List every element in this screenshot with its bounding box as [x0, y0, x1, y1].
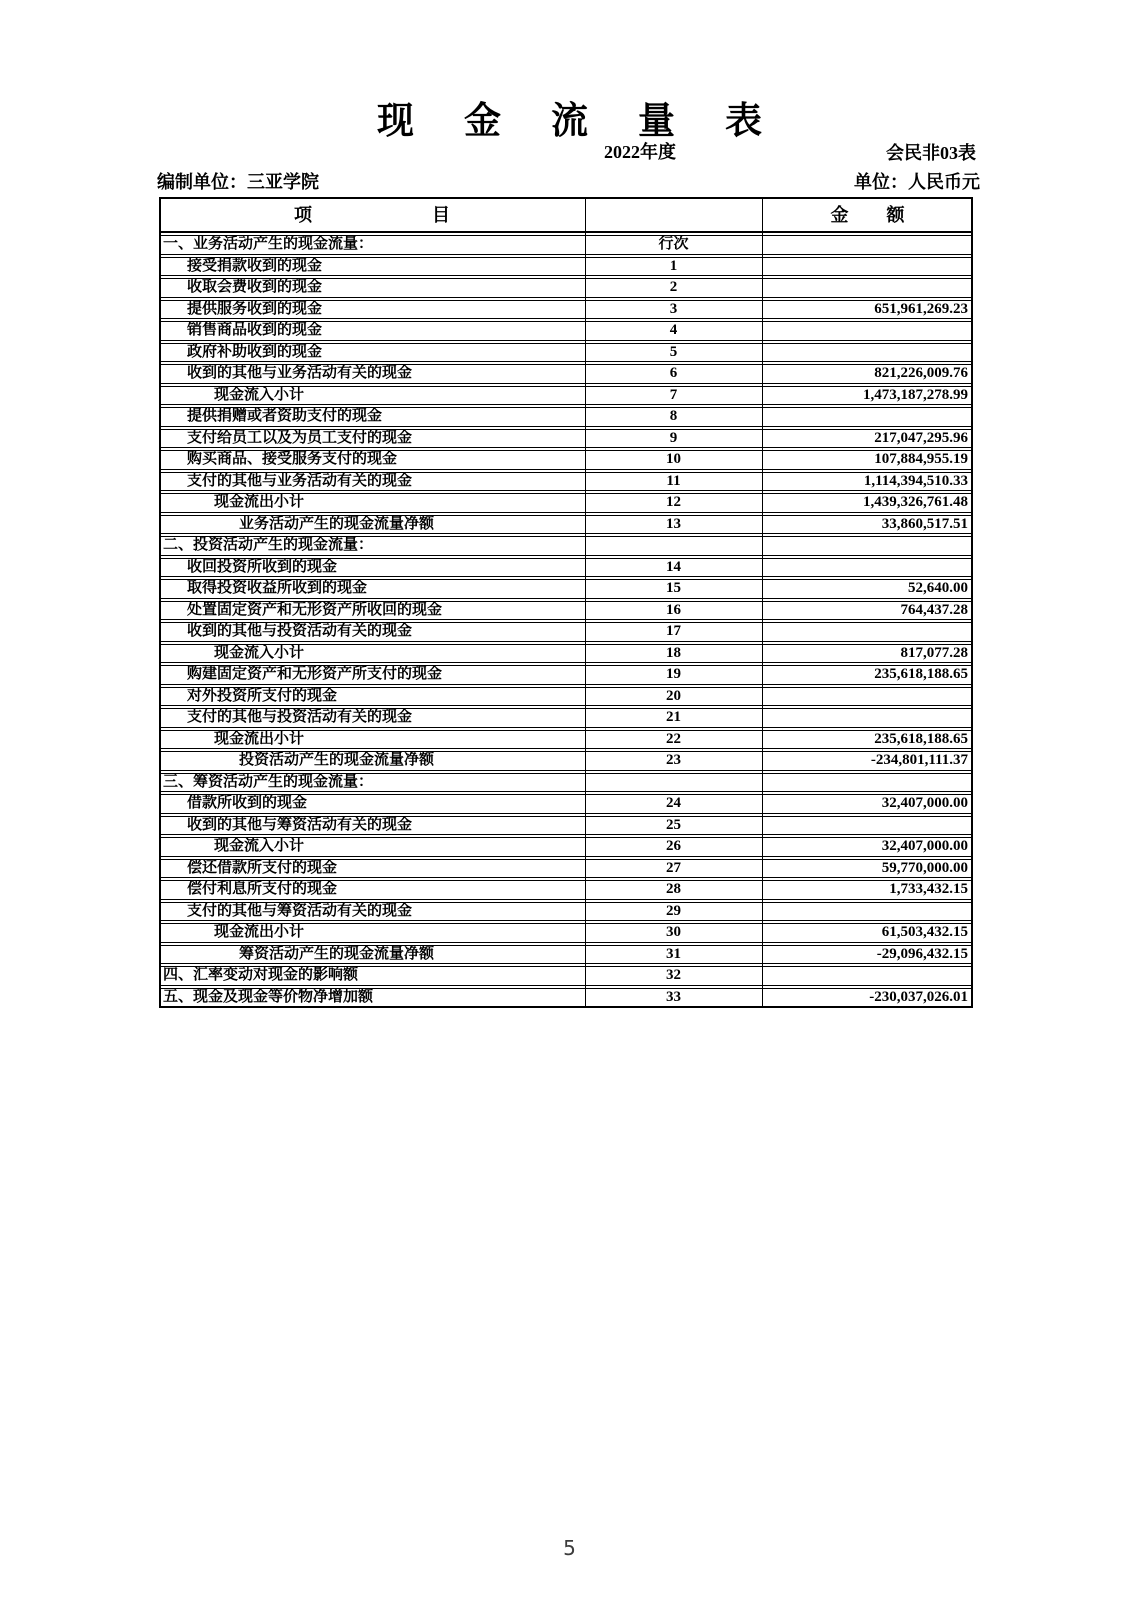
report-period: 2022年度	[604, 142, 676, 162]
line-no-cell: 1	[669, 257, 678, 274]
amount-cell	[762, 709, 973, 727]
table-row	[159, 837, 973, 857]
line-no-cell: 12	[666, 494, 681, 510]
amount-cell: 1,114,394,510.33	[863, 472, 968, 489]
table-row	[159, 601, 973, 621]
table-row	[159, 472, 973, 492]
item-cell: 四、汇率变动对现金的影响额	[163, 967, 359, 983]
amount-cell: -29,096,432.15	[876, 945, 968, 962]
item-cell: 现金流入小计	[214, 644, 305, 661]
amount-cell: 817,077.28	[900, 644, 968, 661]
item-cell: 三、筹资活动产生的现金流量：	[163, 773, 374, 790]
amount-cell: 1,733,432.15	[889, 881, 968, 897]
item-cell: 现金流出小计	[214, 494, 305, 510]
table-row	[159, 407, 973, 427]
line-no-cell: 行次	[658, 236, 689, 252]
item-cell: 偿还借款所支付的现金	[187, 859, 338, 876]
amount-cell	[762, 236, 973, 254]
item-cell: 收到的其他与投资活动有关的现金	[187, 623, 413, 639]
table-row	[159, 644, 973, 664]
item-cell: 取得投资收益所收到的现金	[187, 580, 368, 596]
amount-cell: 32,407,000.00	[881, 795, 968, 811]
line-no-cell: 32	[666, 967, 681, 983]
item-cell: 现金流出小计	[214, 730, 305, 747]
line-no-cell: 17	[666, 623, 681, 639]
line-no-cell: 33	[666, 988, 681, 1005]
table-row	[159, 730, 973, 750]
header-item-cell: 项目	[294, 205, 570, 225]
table-row	[159, 880, 973, 900]
item-cell: 提供捐赠或者资助支付的现金	[187, 408, 383, 424]
page-title: 现金流量表	[377, 101, 812, 142]
amount-cell	[762, 623, 973, 641]
amount-cell: -234,801,111.37	[870, 752, 968, 768]
amount-cell: 59,770,000.00	[881, 859, 968, 876]
table-row	[159, 687, 973, 707]
item-cell: 销售商品收到的现金	[187, 322, 323, 338]
table-row	[159, 300, 973, 320]
amount-cell: -230,037,026.01	[869, 988, 968, 1005]
table-row	[159, 515, 973, 535]
amount-cell: 1,473,187,278.99	[863, 386, 968, 403]
item-cell: 支付的其他与筹资活动有关的现金	[187, 902, 413, 919]
table-row	[159, 794, 973, 814]
table-body	[159, 235, 973, 1008]
table-row	[159, 988, 973, 1009]
line-no-cell: 14	[666, 558, 681, 575]
line-no-cell: 18	[666, 644, 681, 661]
item-cell: 收回投资所收到的现金	[187, 558, 338, 575]
currency-unit: 单位：人民币元	[854, 172, 980, 192]
line-no-cell	[585, 774, 762, 792]
item-cell: 收到的其他与筹资活动有关的现金	[187, 816, 413, 833]
table-row	[159, 321, 973, 341]
item-cell: 支付的其他与投资活动有关的现金	[187, 709, 413, 725]
item-cell: 投资活动产生的现金流量净额	[239, 752, 435, 768]
table-right-border	[971, 197, 973, 1008]
line-no-cell: 27	[666, 859, 681, 876]
item-cell: 五、现金及现金等价物净增加额	[163, 988, 374, 1005]
amount-cell: 32,407,000.00	[881, 838, 968, 854]
line-no-cell: 31	[666, 945, 681, 962]
amount-cell	[762, 903, 973, 921]
item-cell: 筹资活动产生的现金流量净额	[239, 945, 435, 962]
table-column-divider-2	[762, 197, 763, 1008]
amount-cell	[762, 537, 973, 555]
table-row	[159, 622, 973, 642]
table-row	[159, 665, 973, 685]
amount-cell	[762, 774, 973, 792]
line-no-cell: 20	[666, 687, 681, 704]
amount-cell	[762, 279, 973, 297]
amount-cell: 217,047,295.96	[874, 429, 968, 446]
amount-cell: 235,618,188.65	[874, 666, 968, 682]
item-cell: 收到的其他与业务活动有关的现金	[187, 365, 413, 381]
header-amount-cell: 金额	[830, 205, 943, 225]
amount-cell: 235,618,188.65	[874, 730, 968, 747]
amount-cell: 52,640.00	[908, 580, 968, 596]
amount-cell	[762, 344, 973, 362]
amount-cell: 1,439,326,761.48	[863, 494, 968, 510]
table-row	[159, 902, 973, 922]
amount-cell: 651,961,269.23	[874, 300, 968, 317]
item-cell: 现金流入小计	[214, 838, 305, 854]
table-row	[159, 859, 973, 879]
table-row	[159, 364, 973, 384]
line-no-cell: 13	[666, 515, 681, 532]
amount-cell	[762, 408, 973, 426]
line-no-cell: 22	[666, 730, 681, 747]
cash-flow-table	[159, 197, 973, 1008]
item-cell: 政府补助收到的现金	[187, 343, 323, 360]
table-row	[159, 278, 973, 298]
line-no-cell: 19	[666, 666, 681, 682]
line-no-cell: 2	[669, 279, 678, 295]
item-cell: 二、投资活动产生的现金流量：	[163, 537, 374, 553]
table-row	[159, 386, 973, 406]
table-row	[159, 923, 973, 943]
table-row	[159, 493, 973, 513]
table-row	[159, 429, 973, 449]
amount-cell	[762, 258, 973, 276]
table-header-row	[159, 197, 973, 233]
table-row	[159, 816, 973, 836]
item-cell: 收取会费收到的现金	[187, 279, 323, 295]
line-no-cell	[585, 537, 762, 555]
line-no-cell: 28	[666, 881, 681, 897]
prepared-by: 编制单位：三亚学院	[157, 172, 319, 192]
line-no-cell: 4	[669, 322, 678, 338]
line-no-cell: 25	[666, 816, 681, 833]
line-no-cell: 10	[666, 451, 681, 467]
line-no-cell: 29	[666, 902, 681, 919]
item-cell: 处置固定资产和无形资产所收回的现金	[187, 601, 443, 618]
amount-cell	[762, 559, 973, 577]
item-cell: 偿付利息所支付的现金	[187, 881, 338, 897]
page-number: 5	[563, 1536, 576, 1560]
table-row	[159, 751, 973, 771]
table-row	[159, 257, 973, 277]
line-no-cell: 16	[666, 601, 681, 618]
table-row	[159, 450, 973, 470]
table-row	[159, 343, 973, 363]
line-no-cell: 15	[666, 580, 681, 596]
line-no-cell: 9	[669, 429, 678, 446]
amount-cell: 107,884,955.19	[874, 451, 968, 467]
item-cell: 对外投资所支付的现金	[187, 687, 338, 704]
amount-cell: 821,226,009.76	[874, 365, 968, 381]
table-row	[159, 708, 973, 728]
line-no-cell: 11	[666, 472, 681, 489]
table-left-border	[159, 197, 161, 1008]
amount-cell	[762, 817, 973, 835]
line-no-cell: 26	[666, 838, 681, 854]
line-no-cell: 3	[669, 300, 678, 317]
line-no-cell: 6	[669, 365, 678, 381]
line-no-cell: 21	[666, 709, 681, 725]
table-row	[159, 945, 973, 965]
item-cell: 借款所收到的现金	[187, 795, 308, 811]
line-no-cell: 23	[666, 752, 681, 768]
line-no-cell: 7	[669, 386, 678, 403]
item-cell: 支付的其他与业务活动有关的现金	[187, 472, 413, 489]
header-line-no-cell	[585, 199, 762, 231]
item-cell: 接受捐款收到的现金	[187, 257, 323, 274]
line-no-cell: 8	[669, 408, 678, 424]
line-no-cell: 5	[669, 343, 678, 360]
line-no-cell: 30	[666, 924, 681, 940]
item-cell: 现金流入小计	[214, 386, 305, 403]
item-cell: 提供服务收到的现金	[187, 300, 323, 317]
form-code: 会民非03表	[886, 143, 976, 163]
table-row	[159, 536, 973, 556]
amount-cell	[762, 967, 973, 985]
amount-cell	[762, 322, 973, 340]
item-cell: 业务活动产生的现金流量净额	[239, 515, 435, 532]
item-cell: 购建固定资产和无形资产所支付的现金	[187, 666, 443, 682]
amount-cell	[762, 688, 973, 706]
amount-cell: 764,437.28	[900, 601, 968, 618]
item-cell: 购买商品、接受服务支付的现金	[187, 451, 398, 467]
table-row	[159, 579, 973, 599]
table-column-divider-1	[585, 197, 586, 1008]
item-cell: 现金流出小计	[214, 924, 305, 940]
amount-cell: 61,503,432.15	[881, 924, 968, 940]
table-row	[159, 558, 973, 578]
line-no-cell: 24	[666, 795, 681, 811]
table-row	[159, 773, 973, 793]
item-cell: 一、业务活动产生的现金流量：	[163, 236, 374, 252]
table-row	[159, 235, 973, 255]
item-cell: 支付给员工以及为员工支付的现金	[187, 429, 413, 446]
amount-cell: 33,860,517.51	[881, 515, 968, 532]
table-row	[159, 966, 973, 986]
